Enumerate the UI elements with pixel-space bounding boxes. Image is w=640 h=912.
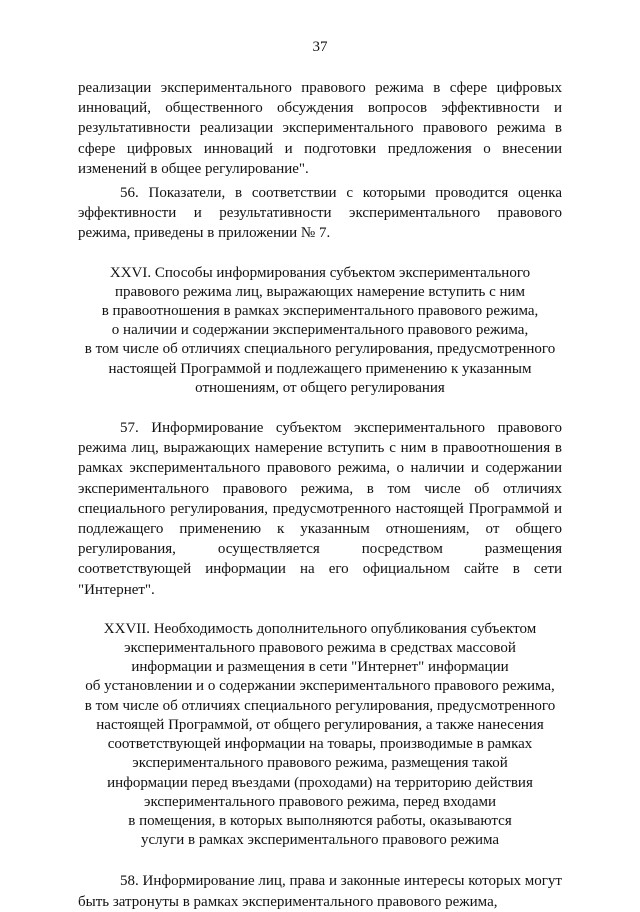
section-heading-xxvi: XXVI. Способы информирования субъектом экспериментального правового режима лиц, выражающих намерение вступить с ним в правоотношения в рамках экспериментального правового режима, о наличии и содержании экспериментального правового режима, в том числе об отличиях специального регулирования, предусмотренного настоящей Программой и подлежащего применению к указанным отношениям, от общего регулирования — [84, 264, 556, 396]
paragraph-58: 58. Информирование лиц, права и законные интересы которых могут быть затронуты в рамках экспериментального правового режима, — [78, 873, 562, 910]
paragraph-57: 57. Информирование субъектом экспериментального правового режима лиц, выражающих намерение вступить с ним в правоотношения в рамках экспериментального правового режима, о наличии и содержании экспериментального правового режима, в том числе об отличиях специального регулирования, предусмотренного настоящей Программой и подлежащего применению к указанным отношениям, от общего регулирования, осуществляется посредством размещения соответствующей информации на его официальном сайте в сети "Интернет". — [78, 420, 562, 598]
page-number: 37 — [312, 39, 328, 55]
section-heading-xxvii: XXVII. Необходимость дополнительного опубликования субъектом экспериментального правового режима в средствах массовой информации и размещения в сети "Интернет" информации об установлении и о содержании экспериментального правового режима, в том числе об отличиях специального регулирования, предусмотренного настоящей Программой, от общего регулирования, а также нанесения соответствующей информации на товары, производимые в рамках экспериментального правового режима, размещения такой информации перед въездами (проходами) на территорию действия экспериментального правового режима, перед входами в помещения, в которых выполняются работы, оказываются услуги в рамках экспериментального правового режима — [84, 620, 556, 849]
page-content — [78, 78, 562, 912]
paragraph-continuation: реализации экспериментального правового режима в сфере цифровых инноваций, общественного обсуждения вопросов эффективности и результативности реализации экспериментального правового режима в сфере цифровых инноваций и подготовки предложения о внесении изменений в общее регулирование". — [78, 80, 562, 177]
paragraph-56: 56. Показатели, в соответствии с которыми проводится оценка эффективности и результативности экспериментального правового режима, приведены в приложении № 7. — [78, 185, 562, 242]
